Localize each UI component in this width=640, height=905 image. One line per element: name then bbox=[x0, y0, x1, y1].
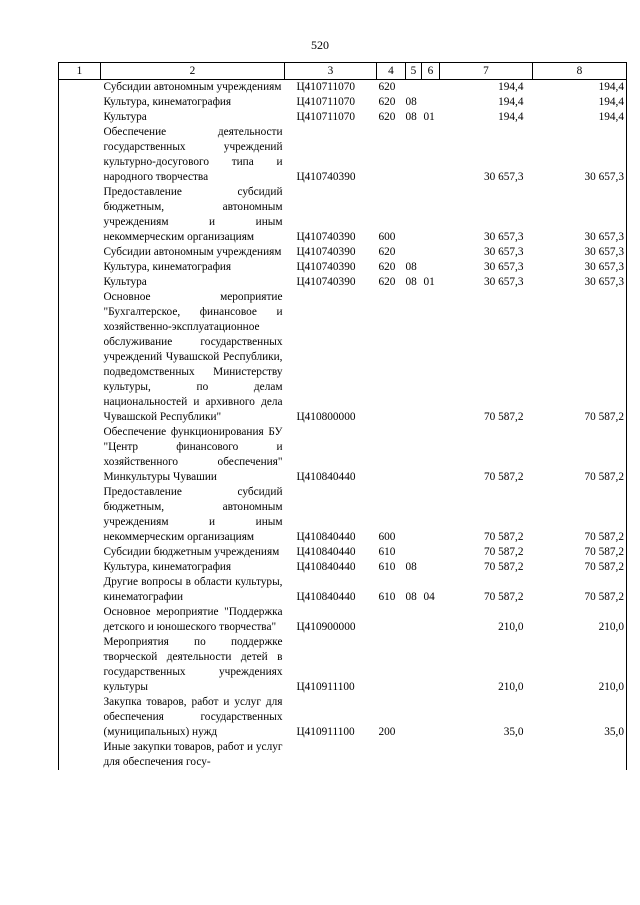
row-col7-cell: 30 657,3 bbox=[483, 261, 524, 273]
table-row bbox=[59, 185, 627, 245]
row-index-cell bbox=[59, 110, 101, 125]
row-col8-cell: 30 657,3 bbox=[533, 260, 627, 275]
row-pr-cell bbox=[422, 605, 440, 635]
row-pr-cell: 04 bbox=[423, 591, 435, 603]
row-vr-cell: 620 bbox=[378, 246, 396, 258]
row-name-cell: Культура bbox=[103, 111, 147, 123]
row-name-cell: Субсидии бюджетным учреждениям bbox=[103, 546, 280, 558]
row-rz-cell bbox=[406, 425, 422, 485]
header-col-1: 1 bbox=[59, 63, 101, 80]
row-vr-cell: 620 bbox=[378, 276, 396, 288]
row-rz-cell bbox=[406, 740, 422, 770]
row-col7-cell: 210,0 bbox=[498, 621, 524, 633]
row-col8-cell: 70 587,2 bbox=[533, 290, 627, 425]
row-vr-cell: 610 bbox=[378, 591, 396, 603]
row-col8-cell: 30 657,3 bbox=[533, 275, 627, 290]
row-code-cell: Ц410911100 bbox=[296, 726, 355, 738]
row-name-cell: Предоставление субсидий бюджетным, автономным учреждениям и иным некоммерческим организациям bbox=[103, 186, 283, 243]
row-name-cell: Иные закупки товаров, работ и услуг для обеспечения госу- bbox=[103, 741, 283, 768]
row-rz-cell bbox=[406, 245, 422, 260]
row-name-cell: Обеспечение деятельности государственных учреждений культурно-досугового типа и народного творчества bbox=[103, 126, 283, 183]
row-pr-cell bbox=[422, 185, 440, 245]
table-row bbox=[59, 260, 627, 275]
row-col7-cell: 194,4 bbox=[498, 81, 524, 93]
row-pr-cell bbox=[422, 635, 440, 695]
row-rz-cell: 08 bbox=[405, 261, 417, 273]
row-pr-cell bbox=[422, 485, 440, 545]
row-col7-cell: 70 587,2 bbox=[483, 546, 524, 558]
header-col-8: 8 bbox=[533, 63, 627, 80]
table-row bbox=[59, 425, 627, 485]
row-col8-cell: 35,0 bbox=[533, 695, 627, 740]
table-row bbox=[59, 290, 627, 425]
row-name-cell: Другие вопросы в области культуры, кинематографии bbox=[103, 576, 283, 603]
row-col7-cell: 70 587,2 bbox=[483, 531, 524, 543]
table-body bbox=[59, 80, 627, 771]
table-row bbox=[59, 485, 627, 545]
row-name-cell: Предоставление субсидий бюджетным, автономным учреждениям и иным некоммерческим организациям bbox=[103, 486, 283, 543]
row-vr-cell: 600 bbox=[378, 531, 396, 543]
table-row bbox=[59, 740, 627, 770]
row-index-cell bbox=[59, 635, 101, 695]
row-rz-cell bbox=[406, 125, 422, 185]
row-index-cell bbox=[59, 575, 101, 605]
row-index-cell bbox=[59, 95, 101, 110]
row-name-cell: Культура, кинематография bbox=[103, 96, 232, 108]
row-col7-cell bbox=[440, 740, 533, 770]
row-code-cell: Ц410800000 bbox=[296, 411, 356, 423]
row-code-cell: Ц410840440 bbox=[296, 546, 356, 558]
row-pr-cell bbox=[422, 245, 440, 260]
row-code-cell: Ц410900000 bbox=[296, 621, 356, 633]
row-col8-cell: 30 657,3 bbox=[533, 185, 627, 245]
budget-table bbox=[58, 62, 627, 770]
row-index-cell bbox=[59, 560, 101, 575]
row-vr-cell: 620 bbox=[378, 81, 396, 93]
row-index-cell bbox=[59, 740, 101, 770]
row-col7-cell: 30 657,3 bbox=[483, 231, 524, 243]
row-vr-cell bbox=[377, 125, 406, 185]
row-col7-cell: 70 587,2 bbox=[483, 411, 524, 423]
row-pr-cell bbox=[422, 290, 440, 425]
table-row bbox=[59, 275, 627, 290]
row-rz-cell: 08 bbox=[405, 111, 417, 123]
row-name-cell: Субсидии автономным учреждениям bbox=[103, 81, 282, 93]
row-index-cell bbox=[59, 695, 101, 740]
table-header bbox=[59, 63, 627, 80]
row-code-cell bbox=[285, 740, 377, 770]
table-row bbox=[59, 125, 627, 185]
header-col-4: 4 bbox=[377, 63, 406, 80]
row-index-cell bbox=[59, 545, 101, 560]
row-code-cell: Ц410840440 bbox=[296, 561, 356, 573]
row-col7-cell: 194,4 bbox=[498, 96, 524, 108]
row-code-cell: Ц410740390 bbox=[296, 261, 356, 273]
row-index-cell bbox=[59, 185, 101, 245]
row-rz-cell: 08 bbox=[405, 276, 417, 288]
row-vr-cell: 610 bbox=[378, 546, 396, 558]
header-col-7: 7 bbox=[440, 63, 533, 80]
table-row bbox=[59, 545, 627, 560]
row-name-cell: Субсидии автономным учреждениям bbox=[103, 246, 282, 258]
table-row bbox=[59, 560, 627, 575]
header-col-2: 2 bbox=[101, 63, 285, 80]
row-name-cell: Культура, кинематография bbox=[103, 261, 232, 273]
row-rz-cell bbox=[406, 695, 422, 740]
row-vr-cell bbox=[377, 605, 406, 635]
row-col7-cell: 70 587,2 bbox=[483, 561, 524, 573]
row-code-cell: Ц410840440 bbox=[296, 531, 356, 543]
row-pr-cell bbox=[422, 80, 440, 96]
row-index-cell bbox=[59, 275, 101, 290]
row-name-cell: Основное мероприятие "Бухгалтерское, финансовое и хозяйственно-эксплуатационное обслуживание государственных учреждений Чувашской Республики, подведомственных Министерству культуры, по делам национальностей и архивного дела Чувашской Республики" bbox=[103, 291, 283, 423]
row-col8-cell: 210,0 bbox=[533, 635, 627, 695]
row-pr-cell bbox=[422, 95, 440, 110]
row-col8-cell: 70 587,2 bbox=[533, 425, 627, 485]
row-code-cell: Ц410711070 bbox=[296, 111, 356, 123]
row-pr-cell: 01 bbox=[423, 276, 435, 288]
row-code-cell: Ц410740390 bbox=[296, 171, 356, 183]
row-index-cell bbox=[59, 485, 101, 545]
row-rz-cell bbox=[406, 545, 422, 560]
row-col7-cell: 70 587,2 bbox=[483, 591, 524, 603]
row-col8-cell: 194,4 bbox=[533, 80, 627, 96]
row-vr-cell bbox=[377, 290, 406, 425]
row-col7-cell: 30 657,3 bbox=[483, 276, 524, 288]
header-col-5: 5 bbox=[406, 63, 422, 80]
row-col7-cell: 210,0 bbox=[498, 681, 524, 693]
row-col8-cell: 70 587,2 bbox=[533, 485, 627, 545]
row-col8-cell: 70 587,2 bbox=[533, 545, 627, 560]
row-rz-cell bbox=[406, 485, 422, 545]
row-name-cell: Основное мероприятие "Поддержка детского и юношеского творчества" bbox=[103, 606, 283, 633]
row-col7-cell: 194,4 bbox=[498, 111, 524, 123]
row-pr-cell bbox=[422, 425, 440, 485]
row-rz-cell: 08 bbox=[405, 591, 417, 603]
row-pr-cell bbox=[422, 695, 440, 740]
header-col-3: 3 bbox=[285, 63, 377, 80]
row-index-cell bbox=[59, 605, 101, 635]
row-code-cell: Ц410711070 bbox=[296, 81, 356, 93]
row-col8-cell: 30 657,3 bbox=[533, 125, 627, 185]
row-col7-cell: 70 587,2 bbox=[483, 471, 524, 483]
page-number: 520 bbox=[311, 38, 329, 52]
row-name-cell: Культура bbox=[103, 276, 147, 288]
header-col-6: 6 bbox=[422, 63, 440, 80]
row-code-cell: Ц410911100 bbox=[296, 681, 355, 693]
row-vr-cell bbox=[377, 635, 406, 695]
row-rz-cell bbox=[406, 605, 422, 635]
row-rz-cell bbox=[406, 290, 422, 425]
row-col8-cell: 70 587,2 bbox=[533, 575, 627, 605]
row-col7-cell: 30 657,3 bbox=[483, 171, 524, 183]
table-row bbox=[59, 695, 627, 740]
row-name-cell: Закупка товаров, работ и услуг для обеспечения государственных (муниципальных) нужд bbox=[103, 696, 283, 738]
row-name-cell: Культура, кинематография bbox=[103, 561, 232, 573]
row-index-cell bbox=[59, 80, 101, 96]
row-name-cell: Мероприятия по поддержке творческой деятельности детей в государственных учреждениях культуры bbox=[103, 636, 283, 693]
row-index-cell bbox=[59, 425, 101, 485]
table-row bbox=[59, 110, 627, 125]
row-vr-cell: 200 bbox=[378, 726, 396, 738]
row-col8-cell: 194,4 bbox=[533, 95, 627, 110]
row-col7-cell: 35,0 bbox=[503, 726, 524, 738]
table-row bbox=[59, 95, 627, 110]
row-vr-cell: 620 bbox=[378, 96, 396, 108]
row-rz-cell: 08 bbox=[405, 561, 417, 573]
row-col8-cell: 70 587,2 bbox=[533, 560, 627, 575]
row-pr-cell bbox=[422, 125, 440, 185]
table-row bbox=[59, 575, 627, 605]
row-col7-cell: 30 657,3 bbox=[483, 246, 524, 258]
table-row bbox=[59, 605, 627, 635]
row-pr-cell: 01 bbox=[423, 111, 435, 123]
row-col8-cell bbox=[533, 740, 627, 770]
row-index-cell bbox=[59, 290, 101, 425]
row-rz-cell: 08 bbox=[405, 96, 417, 108]
row-rz-cell bbox=[406, 80, 422, 96]
row-pr-cell bbox=[422, 260, 440, 275]
row-vr-cell bbox=[377, 425, 406, 485]
row-index-cell bbox=[59, 125, 101, 185]
row-code-cell: Ц410740390 bbox=[296, 246, 356, 258]
row-index-cell bbox=[59, 245, 101, 260]
table-row bbox=[59, 635, 627, 695]
row-pr-cell bbox=[422, 545, 440, 560]
row-rz-cell bbox=[406, 185, 422, 245]
row-code-cell: Ц410740390 bbox=[296, 276, 356, 288]
row-code-cell: Ц410840440 bbox=[296, 591, 356, 603]
row-vr-cell: 620 bbox=[378, 261, 396, 273]
row-pr-cell bbox=[422, 740, 440, 770]
row-code-cell: Ц410711070 bbox=[296, 96, 356, 108]
table-row bbox=[59, 80, 627, 96]
row-pr-cell bbox=[422, 560, 440, 575]
row-code-cell: Ц410840440 bbox=[296, 471, 356, 483]
row-col8-cell: 30 657,3 bbox=[533, 245, 627, 260]
table-row bbox=[59, 245, 627, 260]
row-code-cell: Ц410740390 bbox=[296, 231, 356, 243]
row-vr-cell: 600 bbox=[378, 231, 396, 243]
row-vr-cell bbox=[377, 740, 406, 770]
row-col8-cell: 210,0 bbox=[533, 605, 627, 635]
row-vr-cell: 620 bbox=[378, 111, 396, 123]
row-col8-cell: 194,4 bbox=[533, 110, 627, 125]
row-name-cell: Обеспечение функционирования БУ "Центр финансового и хозяйственного обеспечения" Минкультуры Чувашии bbox=[103, 426, 283, 483]
row-index-cell bbox=[59, 260, 101, 275]
row-rz-cell bbox=[406, 635, 422, 695]
header-row bbox=[59, 63, 627, 80]
row-vr-cell: 610 bbox=[378, 561, 396, 573]
